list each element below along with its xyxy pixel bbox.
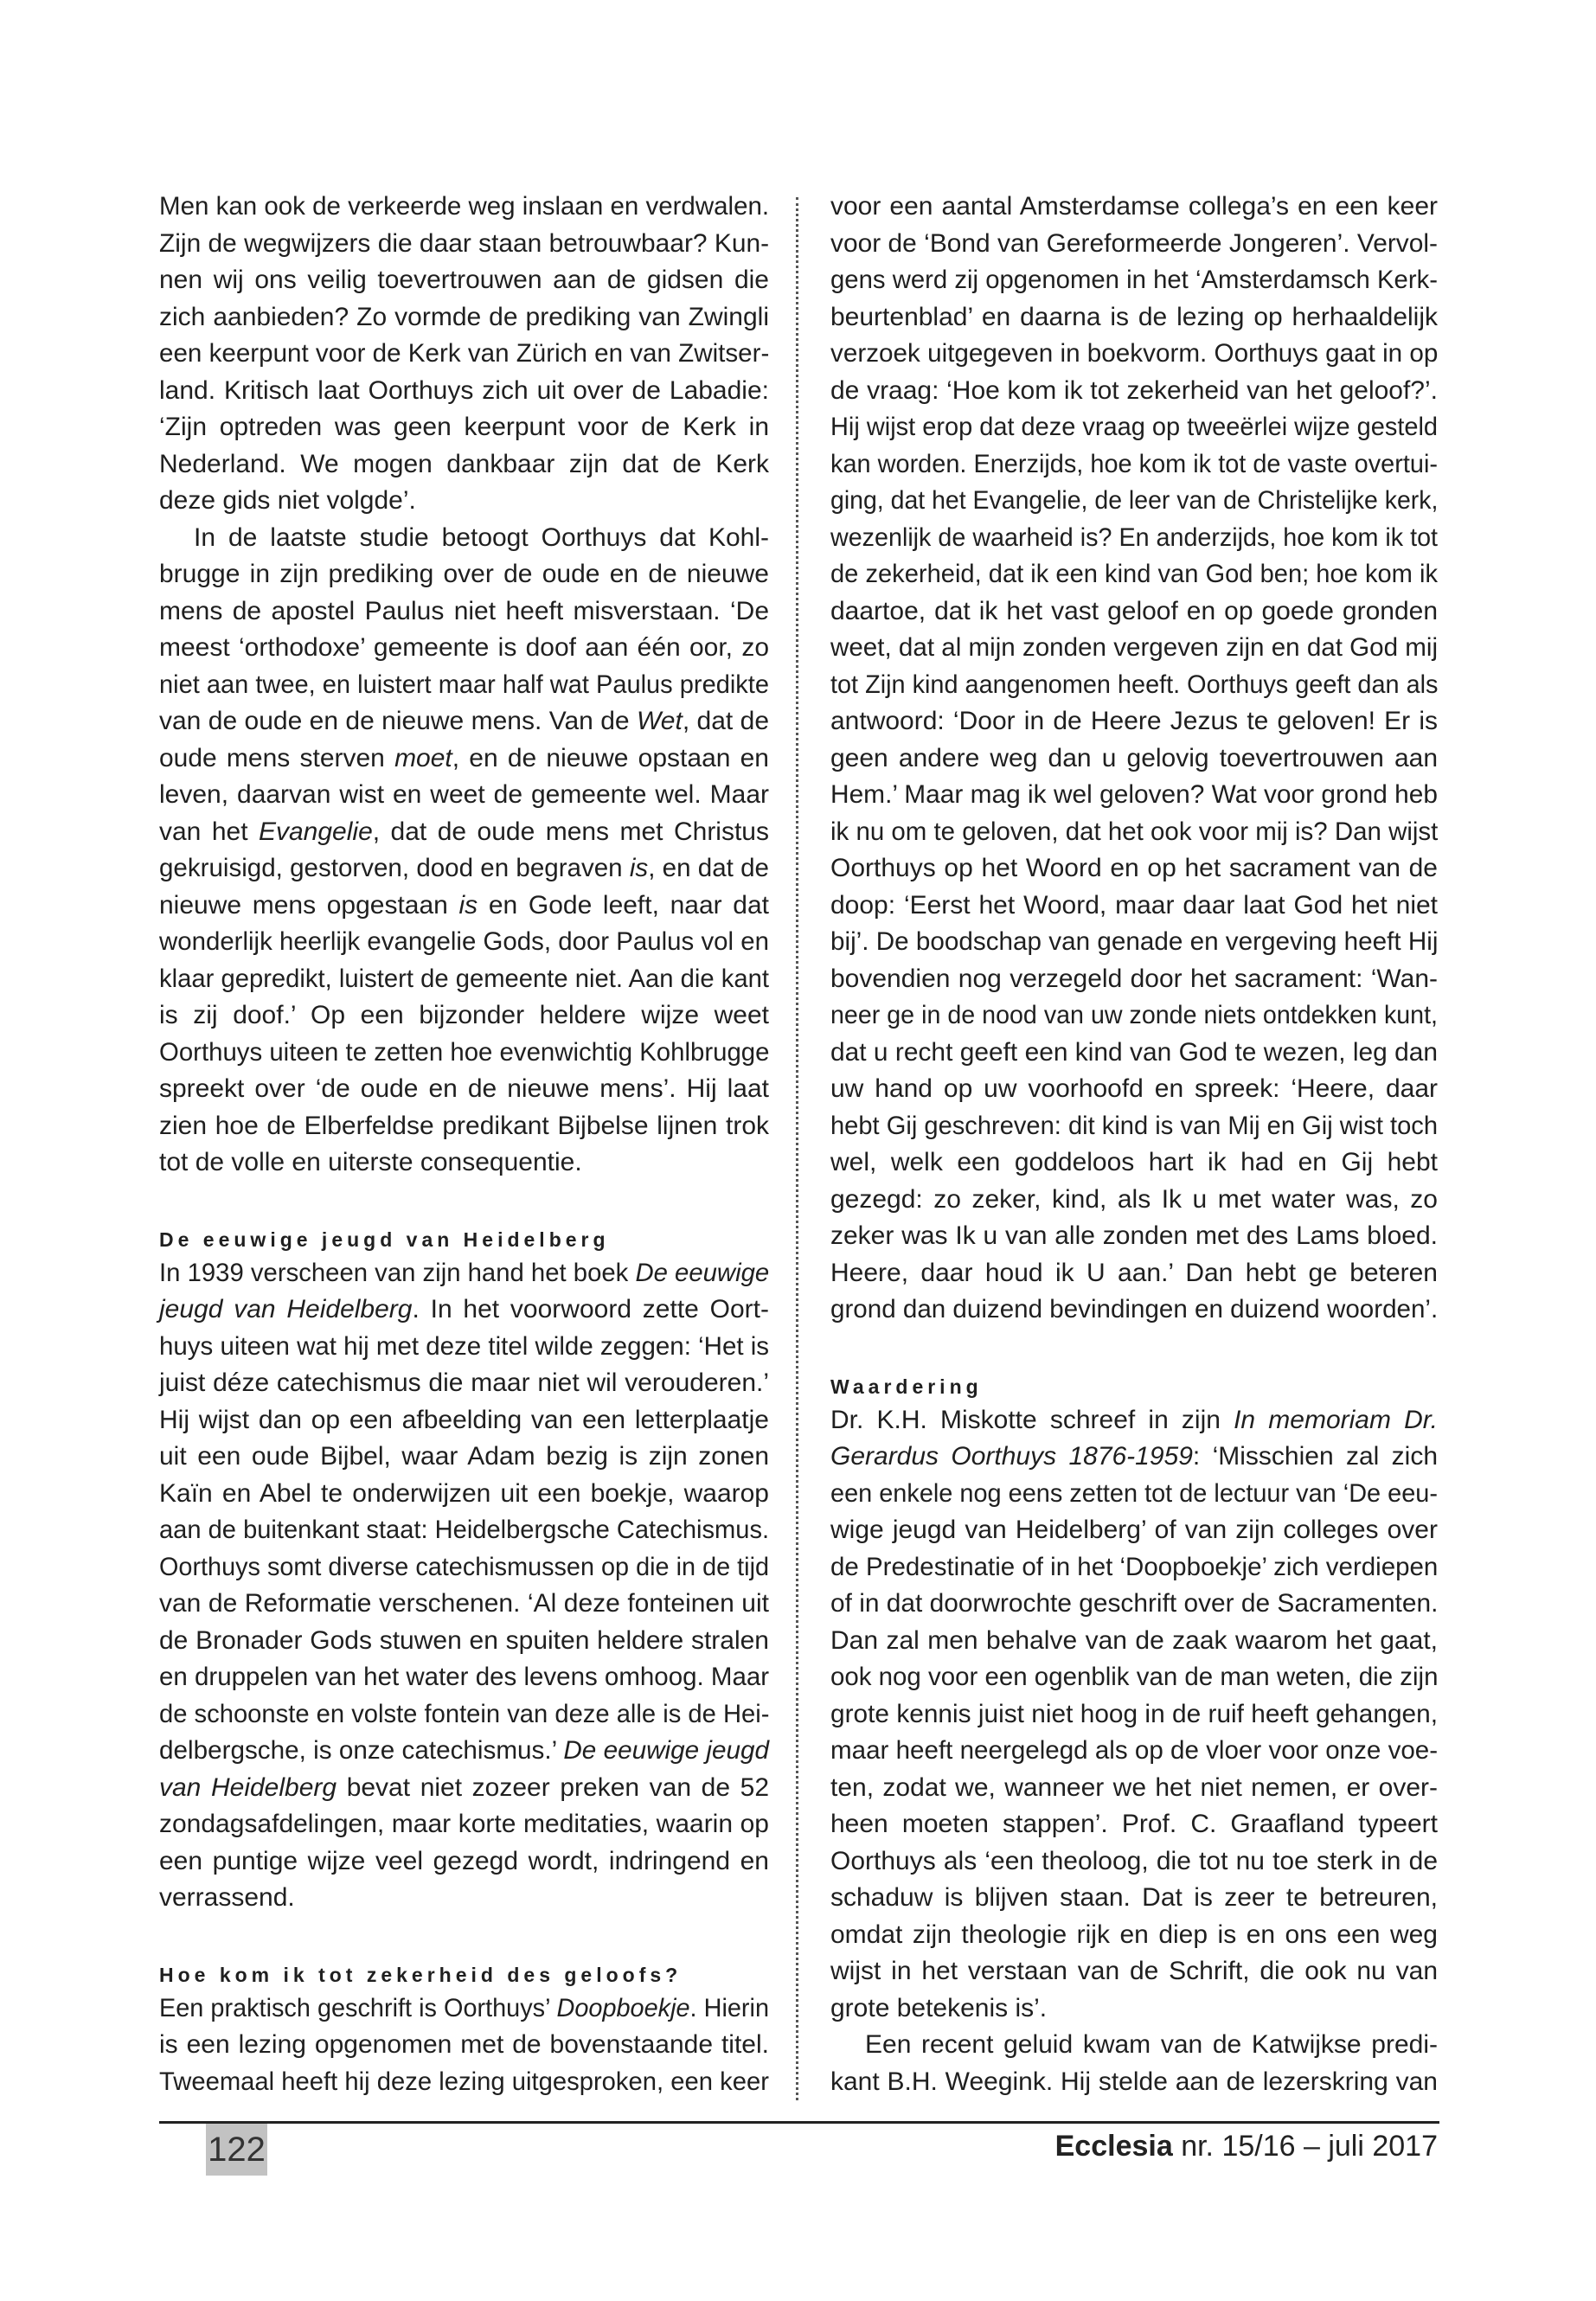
text-line [830,520,1438,557]
text-line [159,1806,769,1843]
text-line [159,1880,769,1917]
italic-segment: In memoriam Dr. [1234,1405,1438,1434]
text-line [159,1144,769,1182]
text-segment: de zekerheid, dat ik een kind van God ben; hoe kom ik [830,560,1438,588]
text-line [159,556,769,593]
text-line [830,1292,1438,1329]
text-line [159,888,769,925]
text-segment: Hem.’ Maar mag ik wel geloven? Wat voor grond heb [830,780,1438,809]
text-segment: Hij wijst erop dat deze vraag op tweeërlei wijze gesteld [830,413,1439,441]
text-segment: grond dan duizend bevindingen en duizend woorden’. [830,1295,1439,1324]
text-segment: van de oude en de nieuwe mens. Van de [159,707,638,735]
text-line [830,1953,1438,1990]
text-segment: bij’. De boodschap van genade en vergeving heeft Hij [830,927,1439,956]
text-segment: van het [159,817,259,846]
text-segment: wijst in het verstaan van de Schrift, die ook nu van [830,1957,1438,1985]
text-line [159,1255,769,1292]
text-segment: bevat niet zozeer preken van de 52 [337,1772,770,1802]
text-segment: Kaïn en Abel te onderwijzen uit een boekje, waarop [159,1478,769,1508]
text-segment: klaar gepredikt, luistert de gemeente niet. Aan die kant [159,964,769,993]
text-segment: grote betekenis is’. [830,1993,1048,2022]
text-line [830,667,1438,704]
text-segment: de vraag: ‘Hoe kom ik tot zekerheid van het geloof?’. [830,375,1438,405]
text-segment: de Bronader Gods stuwen en spuiten heldere stralen [159,1625,769,1655]
text-line [830,1182,1438,1219]
issue-info: nr. 15/16 – juli 2017 [1181,2130,1438,2163]
text-line [830,409,1438,446]
text-line [159,1402,769,1439]
text-line [159,2027,769,2064]
text-line [830,1586,1438,1623]
text-line [830,1476,1438,1513]
text-line [830,1255,1438,1292]
text-line [159,1990,769,2028]
text-segment: juist déze catechismus die maar niet wil verouderen.’ [159,1368,769,1397]
italic-segment: van Heidelberg [159,1772,337,1802]
text-segment: maar heeft neergelegd als op de vloer voor onze voe- [830,1736,1439,1765]
text-line [159,1329,769,1366]
text-line [830,1218,1438,1255]
text-line [159,226,769,263]
section-heading: Hoe kom ik tot zekerheid des geloofs? [159,1964,683,1986]
text-line [159,740,769,778]
right-column [830,189,1438,2100]
text-segment: aan de buitenkant staat: Heidelbergsche Catechismus. [159,1516,770,1544]
text-line [159,703,769,740]
text-line [830,1439,1438,1476]
text-segment: . Hierin [689,1993,769,2022]
italic-segment: is [458,890,478,920]
text-segment: Dr. K.H. Miskotte schreef in zijn [830,1405,1234,1434]
text-line [830,1917,1438,1954]
text-segment: nieuwe mens opgestaan [159,890,459,920]
text-segment: is een lezing opgenomen met de bovenstaande titel. [159,2030,769,2059]
text-segment: oude mens sterven [159,743,395,772]
text-line [159,850,769,888]
text-line [830,1108,1438,1145]
text-line [830,961,1438,998]
text-line [159,189,769,226]
text-segment: uw hand op uw voorhoofd en spreek: ‘Heere, daar [830,1074,1438,1103]
text-line [830,1770,1438,1807]
text-segment: delbergsche, is onze catechismus.’ [159,1736,564,1765]
text-line [159,1843,769,1881]
text-line [159,2064,769,2101]
text-line [159,1659,769,1696]
text-line [159,777,769,814]
text-segment: weet, dat al mijn zonden vergeven zijn en dat God mij [830,633,1439,662]
text-line [830,850,1438,888]
section-heading: De eeuwige jeugd van Heidelberg [159,1228,610,1251]
text-segment: zich aanbieden? Zo vormde de prediking van Zwingli [159,302,769,331]
text-line [159,1439,769,1476]
text-segment: een puntige wijze veel gezegd wordt, indringend en [159,1846,769,1875]
text-segment: is zij doof.’ Op een bijzonder heldere wijze weet [159,1001,769,1029]
text-segment: of in dat doorwrochte geschrift over de Sacramenten. [830,1589,1439,1618]
text-segment: In 1939 verscheen van zijn hand het boek [159,1258,636,1287]
text-segment: heen moeten stappen’. Prof. C. Graafland typeert [830,1810,1438,1838]
text-line [830,336,1438,373]
text-segment: kant B.H. Weegink. Hij stelde aan de lezerskring van [830,2067,1438,2096]
text-segment: Hij wijst dan op een afbeelding van een letterplaatje [159,1405,769,1434]
text-line [159,520,769,557]
text-segment: beurtenblad’ en daarna is de lezing op herhaaldelijk [830,302,1438,331]
italic-segment: Doopboekje [556,1993,690,2022]
text-line [830,740,1438,778]
text-line [830,1806,1438,1843]
text-line [830,373,1438,410]
italic-segment: is [629,854,649,882]
text-segment: gekruisigd, gestorven, dood en begraven [159,854,630,882]
text-segment: een enkele nog eens zetten tot de lectuur van ‘De eeu- [830,1478,1438,1508]
text-segment: uit een oude Bijbel, waar Adam bezig is zijn zonen [159,1442,769,1471]
footer-issue [1055,2130,1438,2163]
text-segment: : ‘Misschien zal zich [1192,1442,1439,1471]
text-segment: een keerpunt voor de Kerk van Zürich en van Zwitser- [159,339,770,368]
text-segment: nen wij ons veilig toevertrouwen aan de gidsen die [159,266,769,294]
text-segment: Een praktisch geschrift is Oorthuys’ [159,1993,557,2022]
text-line [159,262,769,299]
text-segment: niet aan twee, en luistert maar half wat Paulus predikte [159,670,769,699]
text-line [830,924,1438,961]
text-segment: antwoord: ‘Door in de Heere Jezus te geloven! Er is [830,707,1438,735]
text-segment: gezegd: zo zeker, kind, als Ik u met water was, zo [830,1184,1438,1214]
text-line [830,1696,1438,1734]
text-segment: meest ‘orthodoxe’ gemeente is doof aan één oor, zo [159,633,769,662]
magazine-name: Ecclesia [1054,2130,1173,2163]
text-line [830,446,1438,484]
text-line [830,1880,1438,1917]
blank-line [830,1329,1438,1366]
text-line [830,593,1438,631]
text-segment: mens de apostel Paulus niet heeft misverstaan. ‘De [159,596,769,625]
text-line [830,814,1438,851]
text-segment: geen andere weg dan u gelovig toevertrouwen aan [830,743,1438,772]
page-number: 122 [206,2124,267,2176]
text-segment: Heere, daar houd ik U aan.’ Dan hebt ge beteren [830,1258,1438,1287]
text-segment: zondagsafdelingen, maar korte meditaties, waarin op [159,1810,769,1838]
text-segment: wel, welk een goddeloos hart ik had en Gij hebt [830,1148,1438,1176]
text-segment: dat u recht geeft een kind van God te wezen, leg dan [830,1037,1438,1067]
text-line [159,814,769,851]
text-line [830,630,1438,667]
text-line [159,630,769,667]
text-line [830,1990,1438,2028]
text-line [159,1512,769,1549]
text-segment: , dat de oude mens met Christus [372,817,769,846]
text-line [830,1549,1438,1586]
text-line [830,226,1438,263]
section-heading: Waardering [830,1375,983,1398]
text-segment: brugge in zijn prediking over de oude en de nieuwe [159,560,769,588]
text-line [159,409,769,446]
text-line [830,262,1438,299]
text-segment: In de laatste studie betoogt Oorthuys dat Kohl- [194,522,769,552]
text-segment: Men kan ook de verkeerde weg inslaan en verdwalen. [159,192,770,221]
text-line [159,1071,769,1108]
left-column [159,189,769,2100]
text-segment: bovendien nog verzegeld door het sacrament: ‘Wan- [830,964,1438,993]
text-line [159,997,769,1035]
blank-line [159,1182,769,1219]
text-line [830,483,1438,520]
text-segment: wonderlijk heerlijk evangelie Gods, door Paulus vol en [159,927,769,956]
text-segment: de Predestinatie of in het ‘Doopboekje’ zich verdiepen [830,1552,1439,1581]
text-segment: verzoek uitgegeven in boekvorm. Oorthuys gaat in op [830,339,1439,368]
text-line [830,2027,1438,2064]
text-line [830,1035,1438,1072]
text-segment: wige jeugd van Heidelberg’ of van zijn colleges over [830,1516,1438,1544]
text-segment: ik nu om te geloven, dat het ook voor mij is? Dan wijst [830,817,1439,846]
text-line [159,1476,769,1513]
text-segment: zien hoe de Elberfeldse predikant Bijbelse lijnen trok [159,1111,769,1140]
text-segment: ‘Zijn optreden was geen keerpunt voor de Kerk in [159,413,769,441]
text-line [159,1365,769,1402]
text-line [830,997,1438,1035]
text-segment: doop: ‘Eerst het Woord, maar daar laat God het niet [830,890,1438,920]
text-segment: Tweemaal heeft hij deze lezing uitgesproken, een keer [159,2067,769,2096]
text-line [159,667,769,704]
text-segment: hebt Gij geschreven: dit kind is van Mij en Gij wist toch [830,1111,1438,1140]
text-line [159,1292,769,1329]
text-segment: gens werd zij opgenomen in het ‘Amsterdamsch Kerk- [830,266,1438,294]
text-segment: ten, zodat we, wanneer we het niet nemen, er over- [830,1772,1438,1802]
text-segment: neer ge in de nood van uw zonde niets ontdekken kunt, [830,1001,1438,1029]
text-line [159,1770,769,1807]
text-segment: huys uiteen wat hij met deze titel wilde zeggen: ‘Het is [159,1331,770,1361]
text-segment: Dan zal men behalve van de zaak waarom het gaat, [830,1625,1438,1655]
italic-segment: Gerardus Oorthuys 1876-1959 [830,1442,1193,1471]
text-line [830,1512,1438,1549]
text-line [159,299,769,336]
column-divider [796,197,798,2100]
text-segment: land. Kritisch laat Oorthuys zich uit over de Labadie: [159,375,769,405]
blank-line [159,1917,769,1954]
text-line [830,556,1438,593]
text-segment: grote kennis juist niet hoog in de ruif heeft gehangen, [830,1699,1438,1728]
text-line [159,1108,769,1145]
text-segment: Oorthuys uiteen te zetten hoe evenwichtig Kohlbrugge [159,1037,770,1067]
text-segment: tot Zijn kind aangenomen heeft. Oorthuys geeft dan als [830,670,1439,699]
text-segment: leven, daarvan wist en weet de gemeente wel. Maar [159,780,769,809]
text-segment: Een recent geluid kwam van de Katwijkse predi- [865,2030,1438,2059]
text-segment: , dat de [682,707,770,735]
text-segment: Nederland. We mogen dankbaar zijn dat de Kerk [159,449,769,478]
italic-segment: De eeuwige jeugd [563,1736,769,1765]
text-segment: Oorthuys als ‘een theoloog, die tot nu toe sterk in de [830,1846,1438,1875]
text-segment: Oorthuys op het Woord en op het sacrament van de [830,854,1438,882]
text-line [159,593,769,631]
text-segment: . In het voorwoord zette Oort- [412,1295,769,1324]
text-segment: kan worden. Enerzijds, hoe kom ik tot de vaste overtui- [830,449,1438,478]
italic-segment: jeugd van Heidelberg [159,1295,413,1324]
text-line [830,1402,1438,1439]
text-segment: spreekt over ‘de oude en de nieuwe mens’. Hij laat [159,1074,769,1103]
text-line [159,446,769,484]
text-segment: en Gode leeft, naar dat [478,890,769,920]
text-segment: Zijn de wegwijzers die daar staan betrouwbaar? Kun- [159,228,770,258]
text-line [830,1623,1438,1660]
text-line [830,1144,1438,1182]
text-line [159,1696,769,1734]
text-segment: ging, dat het Evangelie, de leer van de Christelijke kerk, [830,486,1439,515]
text-line [159,336,769,373]
text-segment: deze gids niet volgde’. [159,486,416,515]
text-line [830,777,1438,814]
text-line [830,2064,1438,2101]
text-segment: schaduw is blijven staan. Dat is zeer te betreuren, [830,1883,1438,1912]
footer-rule [159,2121,1439,2124]
text-segment: verrassend. [159,1883,295,1912]
text-line [159,1549,769,1586]
text-segment: Oorthuys somt diverse catechismussen op die in de tijd [159,1552,769,1581]
text-segment: , en de nieuwe opstaan en [452,743,769,772]
text-segment: omdat zijn theologie rijk en diep is en ons een weg [830,1920,1438,1949]
text-line [159,924,769,961]
italic-segment: De eeuwige [635,1258,770,1287]
text-line [830,299,1438,336]
text-segment: en druppelen van het water des levens omhoog. Maar [159,1663,770,1691]
text-line [830,1659,1438,1696]
text-line [159,373,769,410]
text-segment: voor de ‘Bond van Gereformeerde Jongeren’. Vervol- [830,228,1438,258]
text-segment: zeker was Ik u van alle zonden met des Lams bloed. [830,1221,1438,1250]
text-line [159,1586,769,1623]
italic-segment: Evangelie [258,817,373,846]
text-segment: ook nog voor een ogenblik van de man weten, die zijn [830,1663,1439,1691]
text-line [830,703,1438,740]
text-segment: daartoe, dat ik het vast geloof en op goede gronden [830,596,1438,625]
text-segment: de schoonste en volste fontein van deze alle is de Hei- [159,1699,770,1728]
text-segment: van de Reformatie verschenen. ‘Al deze fonteinen uit [159,1589,769,1618]
text-line [830,888,1438,925]
text-line [159,483,769,520]
italic-segment: Wet [637,707,683,735]
text-segment: , en dat de [648,854,769,882]
text-line [159,1623,769,1660]
text-segment: tot de volle en uiterste consequentie. [159,1148,582,1176]
text-line [159,1035,769,1072]
text-line [159,961,769,998]
text-segment: voor een aantal Amsterdamse collega’s en een keer [830,192,1438,221]
text-line [830,1733,1438,1770]
text-line [159,1733,769,1770]
text-line [830,189,1438,226]
text-segment: wezenlijk de waarheid is? En anderzijds, hoe kom ik tot [830,522,1438,552]
text-line [830,1071,1438,1108]
italic-segment: moet [394,743,452,772]
text-line [830,1843,1438,1881]
